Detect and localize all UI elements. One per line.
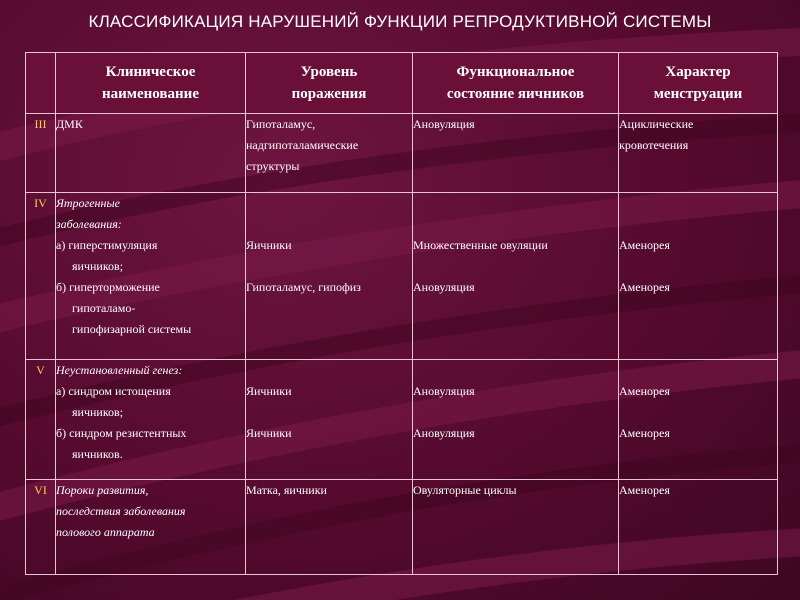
cell-line: полового аппарата [56,525,155,539]
ovarian-cell [413,360,619,480]
cell-line: Овуляторные циклы [413,483,517,497]
header-line: состояние яичников [446,86,585,102]
menstrual-cell [619,480,778,575]
clinical-cell [56,360,246,480]
ovarian-cell [413,114,619,193]
cell-line: Ановуляция [413,280,475,294]
cell-line: Пороки развития, [56,483,149,497]
cell-line: надгипоталамические [246,138,359,152]
header-line: наименование [102,86,199,102]
menstrual-cell [619,193,778,360]
cell-line: а) синдром истощения [56,384,171,398]
header-line: поражения [291,86,367,102]
header-line: Клиническое [105,64,196,80]
cell-line: ДМК [56,117,83,131]
header-line: Характер [665,64,731,80]
cell-line: б) синдром резистентных [56,426,187,440]
row-number: V [26,360,56,480]
header-lesion-level [246,53,413,114]
clinical-cell [56,114,246,193]
cell-line: Аменорея [619,238,670,252]
cell-line: Яичники [246,384,292,398]
cell-line: Яичники [246,426,292,440]
cell-line: Аменорея [619,483,670,497]
cell-line: заболевания: [56,217,122,231]
cell-line: Ановуляция [413,426,475,440]
table-row [26,114,778,193]
table-row [26,193,778,360]
cell-line: Аменорея [619,384,670,398]
header-clinical-name [56,53,246,114]
cell-line: Яичники [246,238,292,252]
cell-line: кровотечения [619,138,689,152]
header-line: менструации [653,86,743,102]
cell-line: Аменорея [619,280,670,294]
menstrual-cell [619,114,778,193]
cell-line: Неустановленный генез: [56,363,183,377]
header-ovarian-state [413,53,619,114]
cell-line: Ановуляция [413,384,475,398]
level-cell [246,193,413,360]
row-number: VI [26,480,56,575]
cell-line: Аменорея [619,426,670,440]
clinical-cell [56,480,246,575]
cell-line: Ациклические [619,117,694,131]
ovarian-cell [413,480,619,575]
row-number: III [26,114,56,193]
table-row [26,480,778,575]
table-row [26,360,778,480]
cell-line: Ановуляция [413,117,475,131]
cell-line: Ятрогенные [56,196,120,210]
cell-line: Множественные овуляции [413,238,548,252]
page-title: КЛАССИФИКАЦИЯ НАРУШЕНИЙ ФУНКЦИИ РЕПРОДУКТИВНОЙ СИСТЕМЫ [88,12,712,31]
cell-line: а) гиперстимуляция [56,238,158,252]
cell-line: Матка, яичники [246,483,327,497]
cell-line: гипоталамо- [72,301,136,315]
header-line: Функциональное [456,64,575,80]
cell-line: гипофизарной системы [72,322,192,336]
header-number [26,53,56,114]
header-menstruation [619,53,778,114]
cell-line: Гипоталамус, [246,117,316,131]
cell-line: яичников; [72,405,124,419]
menstrual-cell [619,360,778,480]
cell-line: яичников. [72,447,123,461]
row-number: IV [26,193,56,360]
ovarian-cell [413,193,619,360]
header-line: Уровень [300,64,358,80]
header-row [26,53,778,114]
cell-line: б) гиперторможение [56,280,160,294]
level-cell [246,480,413,575]
clinical-cell [56,193,246,360]
level-cell [246,114,413,193]
cell-line: структуры [246,159,300,173]
cell-line: Гипоталамус, гипофиз [246,280,361,294]
classification-table [25,52,778,575]
cell-line: яичников; [72,259,124,273]
level-cell [246,360,413,480]
cell-line: последствия заболевания [56,504,186,518]
